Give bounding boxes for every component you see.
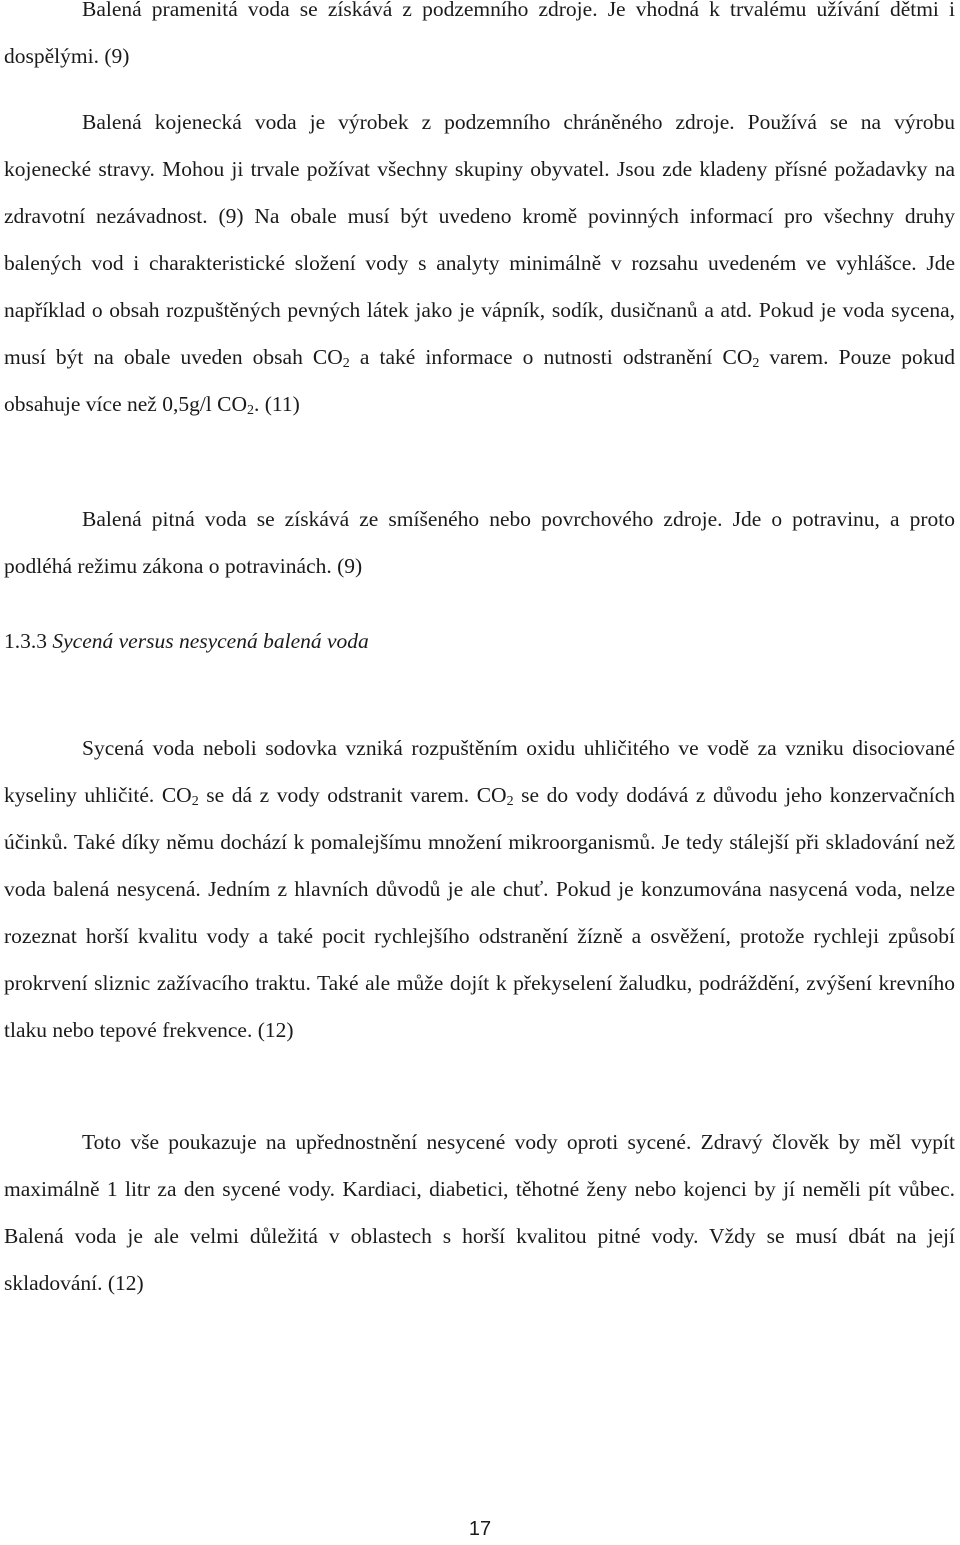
section-heading: 1.3.3 Sycená versus nesycená balená voda: [4, 629, 369, 653]
paragraph-drinking-water: Balená pitná voda se získává ze smíšeného nebo povrchového zdroje. Jde o potravinu, a proto podléhá režimu zákona o potravinách. (9): [4, 507, 955, 578]
paragraph-conclusion: Toto vše poukazuje na upřednostnění nesycené vody oproti sycené. Zdravý člověk by měl vypít maximálně 1 litr za den sycené vody. Kardiaci, diabetici, těhotné ženy nebo kojenci by jí neměli pít vůbec. Balená voda je ale velmi důležitá v oblastech s horší kvalitou pitné vody. Vždy se musí dbát na její skladování. (12): [4, 1130, 955, 1295]
paragraph-spring-water: Balená pramenitá voda se získává z podzemního zdroje. Je vhodná k trvalému užívání dětmi i dospělými. (9): [4, 0, 955, 68]
paragraph-infant-water: Balená kojenecká voda je výrobek z podzemního chráněného zdroje. Používá se na výrobu kojenecké stravy. Mohou ji trvale požívat všechny skupiny obyvatel. Jsou zde kladeny přísné požadavky na zdravotní nezávadnost. (9) Na obale musí být uvedeno kromě povinných informací pro všechny druhy balených vod i charakteristické složení vody s analyty minimálně v rozsahu uvedeném ve vyhlášce. Jde například o obsah rozpuštěných pevných látek jako je vápník, sodík, dusičnanů a atd. Pokud je voda sycena, musí být na obale uveden obsah $CO_2$ a také informace o nutnosti odstranění $CO_2$ varem. Pouze pokud obsahuje více než 0,5g/l $CO_2$. (11): [4, 110, 955, 418]
page-number: 17: [468, 1518, 492, 1540]
paragraph-carbonated-water: Sycená voda neboli sodovka vzniká rozpuštěním oxidu uhličitého ve vodě za vzniku disociované kyseliny uhličité. $CO_2$ se dá z vody odstranit varem. $CO_2$ se do vody dodává z důvodu jeho konzervačních účinků. Také díky němu dochází k pomalejšímu množení mikroorganismů. Je tedy stálejší při skladování než voda balená nesycená. Jedním z hlavních důvodů je ale chuť. Pokud je konzumována nasycená voda, nelze rozeznat horší kvalitu vody a také pocit rychlejšího odstranění žízně a osvěžení, protože rychleji způsobí prokrvení sliznic zažívacího traktu. Také ale může dojít k překyselení žaludku, podráždění, zvýšení krevního tlaku nebo tepové frekvence. (12): [4, 736, 955, 1042]
